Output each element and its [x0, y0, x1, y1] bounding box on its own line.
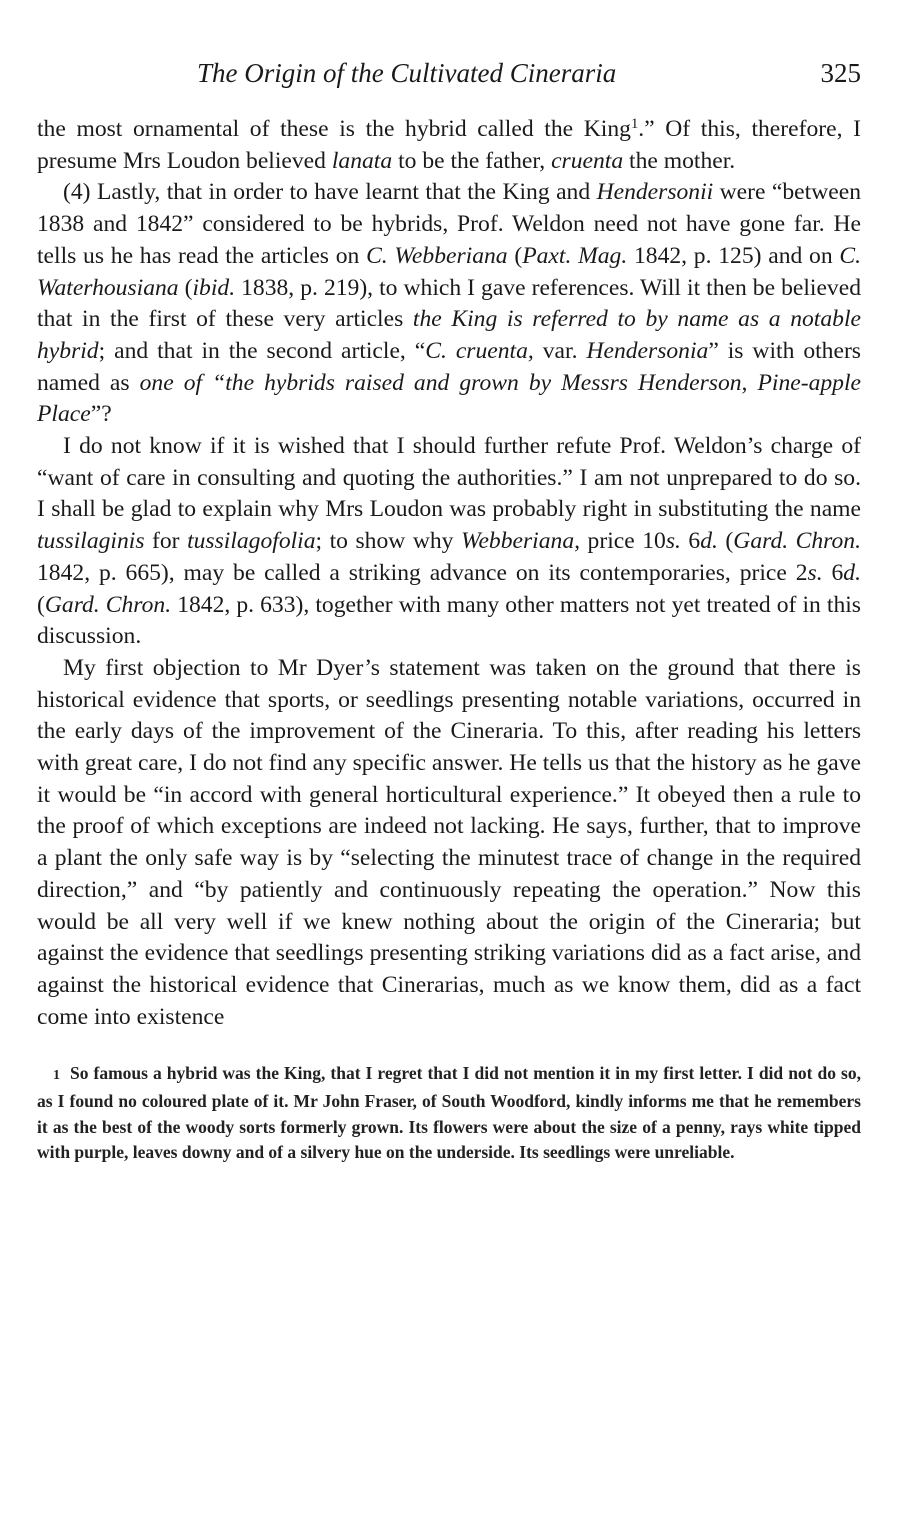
italic-text: lanata — [331, 147, 393, 174]
italic-text: Hendersonia — [586, 337, 709, 364]
italic-text: Webberiana, — [460, 528, 581, 555]
italic-text: one of “the hybrids raised and grown by Messrs Henderson, Pine-apple Place — [37, 369, 861, 428]
text-run: ” is with others named as — [37, 337, 861, 396]
italic-text: s. — [807, 559, 823, 586]
text-run: price 10 — [580, 528, 666, 555]
text-run: ( — [507, 242, 523, 269]
text-run: the mother. — [623, 147, 736, 174]
text-run: 1842, p. 633), together with many other matters not yet treated of in this discussion. — [37, 591, 861, 650]
text-run: 1838, p. 219), to which I gave references. Will it then be believed that in the first of these very articles — [37, 274, 861, 333]
body-text — [37, 114, 861, 1033]
italic-text: tussilaginis — [37, 528, 145, 555]
italic-text: the King is referred to by name as a notable hybrid — [37, 306, 861, 364]
text-run: to be the father, — [392, 147, 552, 174]
italic-text: Gard. Chron. — [733, 528, 861, 555]
italic-text: d. — [700, 528, 718, 555]
italic-text: tussilagofolia — [187, 528, 316, 555]
italic-text: d. — [843, 559, 861, 586]
text-run: (4) Lastly, that in order to have learnt that the King and — [63, 179, 597, 206]
page-number: 325 — [820, 58, 861, 88]
italic-text: Hendersonii — [596, 179, 714, 206]
page — [37, 58, 861, 1166]
footnote-number: 1 — [53, 1068, 60, 1084]
text-run: ( — [37, 591, 45, 618]
running-title: The Origin of the Cultivated Cineraria — [197, 58, 617, 88]
italic-text: ibid. — [192, 274, 236, 301]
footnote-marker: 1 — [630, 115, 639, 132]
text-run: ( — [717, 528, 734, 555]
text-run: .” Of this, therefore, I presume Mrs Loudon believed — [37, 116, 861, 174]
italic-text: cruenta — [551, 147, 624, 174]
text-run: My first objection to Mr Dyer’s statement was taken on the ground that there is historical evidence that sports, or seedlings presenting notable variations, occurred in the early days of the improvement of the Cineraria. To this, after reading his letters with great care, I do not find any specific answer. He tells us that the history as he gave it would be “in accord with general horticultural experience.” It obeyed then a rule to the proof of which exceptions are indeed not lacking. He says, further, that to improve a plant the only safe way is by “selecting the minutest trace of change in the required direction,” and “by patiently and continuously repeating the operation.” Now this would be all very well if we knew nothing about the origin of the Cineraria; but against the evidence that seedlings presenting striking variations did as a fact arise, and against the historical evidence that Cinerarias, much as we know them, did as a fact come into existence — [37, 654, 861, 1030]
italic-text: Paxt. Mag. — [522, 242, 628, 269]
text-run: ; to show why — [315, 528, 461, 555]
text-run: ; and that in the second article, “ — [98, 337, 426, 364]
paragraph — [37, 177, 861, 431]
text-run: I do not know if it is wished that I should further refute Prof. Weldon’s charge of “want of care in consulting and quoting the authorities.” I am not unprepared to do so. I shall be glad to explain why Mrs Loudon was probably right in substituting the name — [37, 433, 861, 523]
text-run: var. — [533, 337, 587, 364]
footnotes — [37, 1061, 861, 1165]
italic-text: s. — [665, 528, 681, 555]
paragraph — [37, 653, 861, 1033]
text-run: were “between 1838 and 1842” considered to be hybrids, Prof. Weldon need not have gone far. He tells us he has read the articles on — [37, 179, 861, 269]
text-run: 1842, p. 125) and on — [627, 242, 840, 269]
paragraph — [37, 431, 861, 653]
text-run: 6 — [680, 528, 701, 555]
text-run: ”? — [90, 401, 112, 428]
page-header — [37, 58, 861, 98]
text-run: ( — [178, 274, 193, 301]
italic-text: C. cruenta, — [425, 337, 534, 364]
text-run: the most ornamental of these is the hybrid called the King — [37, 116, 631, 142]
text-run: 6 — [822, 559, 844, 586]
text-run: 1842, p. 665), may be called a striking advance on its contemporaries, price 2 — [37, 559, 808, 586]
italic-text: Gard. Chron. — [44, 591, 172, 618]
paragraph — [37, 114, 861, 177]
text-run: for — [144, 528, 188, 555]
italic-text: C. Webberiana — [366, 242, 508, 269]
footnote — [37, 1061, 861, 1165]
italic-text: C. Waterhousiana — [37, 242, 861, 301]
footnote-text: So famous a hybrid was the King, that I regret that I did not mention it in my first letter. I did not do so, as I found no coloured plate of it. Mr John Fraser, of South Woodford, kindly informs me that he remembers it as the best of the woody sorts formerly grown. Its flowers were about the size of a penny, rays white tipped with purple, leaves downy and of a silvery hue on the underside. Its seedlings were unreliable. — [37, 1063, 861, 1163]
